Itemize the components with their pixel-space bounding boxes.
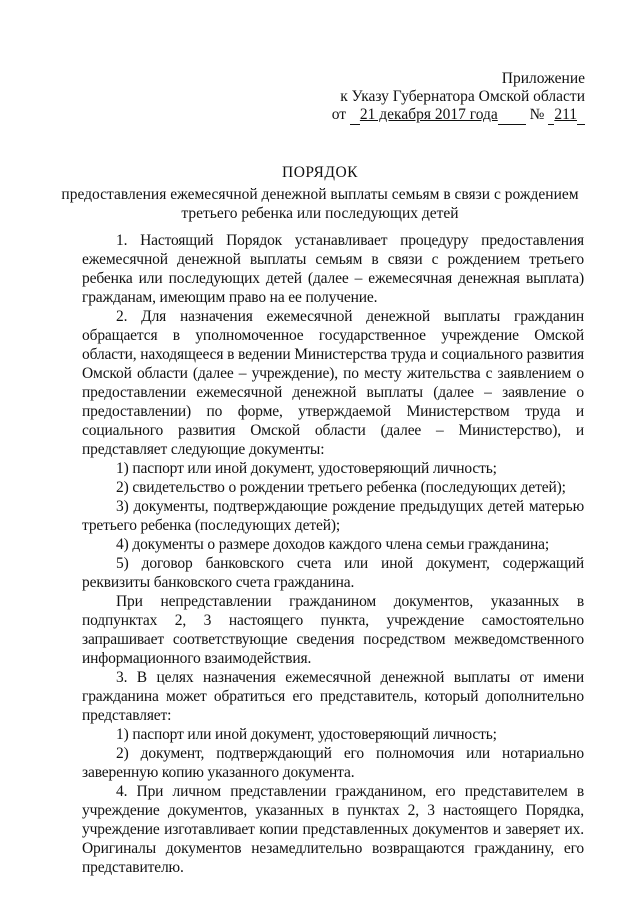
number-label: № — [529, 106, 545, 123]
appendix-header — [332, 70, 585, 125]
paragraph-2-note: При непредставлении гражданином документов, указанных в подпунктах 2, 3 настоящего пункта, учреждение самостоятельно запрашивает соответствующие сведения посредством межведомственного информационного взаимодействия. — [82, 593, 584, 667]
list-item-2-5: 5) договор банковского счета или иной документ, содержащий реквизиты банковского счета гражданина. — [82, 555, 584, 591]
list-item-2-3: 3) документы, подтверждающие рождение предыдущих детей матерью третьего ребенка (последующих детей); — [82, 498, 584, 534]
number-underline-right — [577, 106, 585, 125]
list-item-2-4: 4) документы о размере доходов каждого члена семьи гражданина; — [116, 536, 550, 553]
date-prefix: от — [331, 106, 347, 123]
decree-number: 211 — [554, 106, 577, 123]
document-body — [82, 231, 584, 877]
list-item-2-1: 1) паспорт или иной документ, удостоверяющий личность; — [116, 460, 497, 477]
list-item-3-2: 2) документ, подтверждающий его полномочия или нотариально заверенную копию указанного документа. — [82, 745, 584, 781]
date-underline-left — [350, 106, 360, 125]
document-title: ПОРЯДОК — [282, 164, 358, 181]
paragraph-2: 2. Для назначения ежемесячной денежной выплаты гражданин обращается в уполномоченное государственное учреждение Омской области, находящееся в ведении Министерства труда и социального развития Омской области (далее – учреждение), по месту жительства с заявлением о предоставлении ежемесячной денежной выплаты (далее – заявление о предоставлении) по форме, утверждаемой Министерством труда и социального развития Омской области (далее – Министерство), и представляет следующие документы: — [82, 308, 584, 458]
decree-date: 21 декабря 2017 года — [359, 106, 498, 123]
paragraph-4: 4. При личном представлении гражданином, его представителем в учреждение документов, указанных в пунктах 2, 3 настоящего Порядка, учреждение изготавливает копии представленных документов и заверяет их. Оригиналы документов незамедлительно возвращаются гражданину, его представителю. — [82, 783, 584, 876]
paragraph-3: 3. В целях назначения ежемесячной денежной выплаты от имени гражданина может обратиться его представитель, который дополнительно представляет: — [82, 669, 584, 724]
document-subtitle: предоставления ежемесячной денежной выплаты семьям в связи с рождением третьего ребенка или последующих детей — [61, 186, 579, 222]
appendix-label: Приложение — [501, 70, 585, 87]
paragraph-1: 1. Настоящий Порядок устанавливает процедуру предоставления ежемесячной денежной выплаты семьям в связи с рождением третьего ребенка или последующих детей (далее – ежемесячная денежная выплата) гражданам, имеющим право на ее получение. — [82, 232, 584, 306]
decree-reference: к Указу Губернатора Омской области — [340, 88, 585, 105]
decree-date-line — [332, 106, 585, 125]
list-item-3-1: 1) паспорт или иной документ, удостоверяющий личность; — [116, 726, 497, 743]
title-block — [60, 164, 580, 223]
date-underline-right — [498, 106, 526, 125]
list-item-2-2: 2) свидетельство о рождении третьего ребенка (последующих детей); — [116, 479, 566, 496]
